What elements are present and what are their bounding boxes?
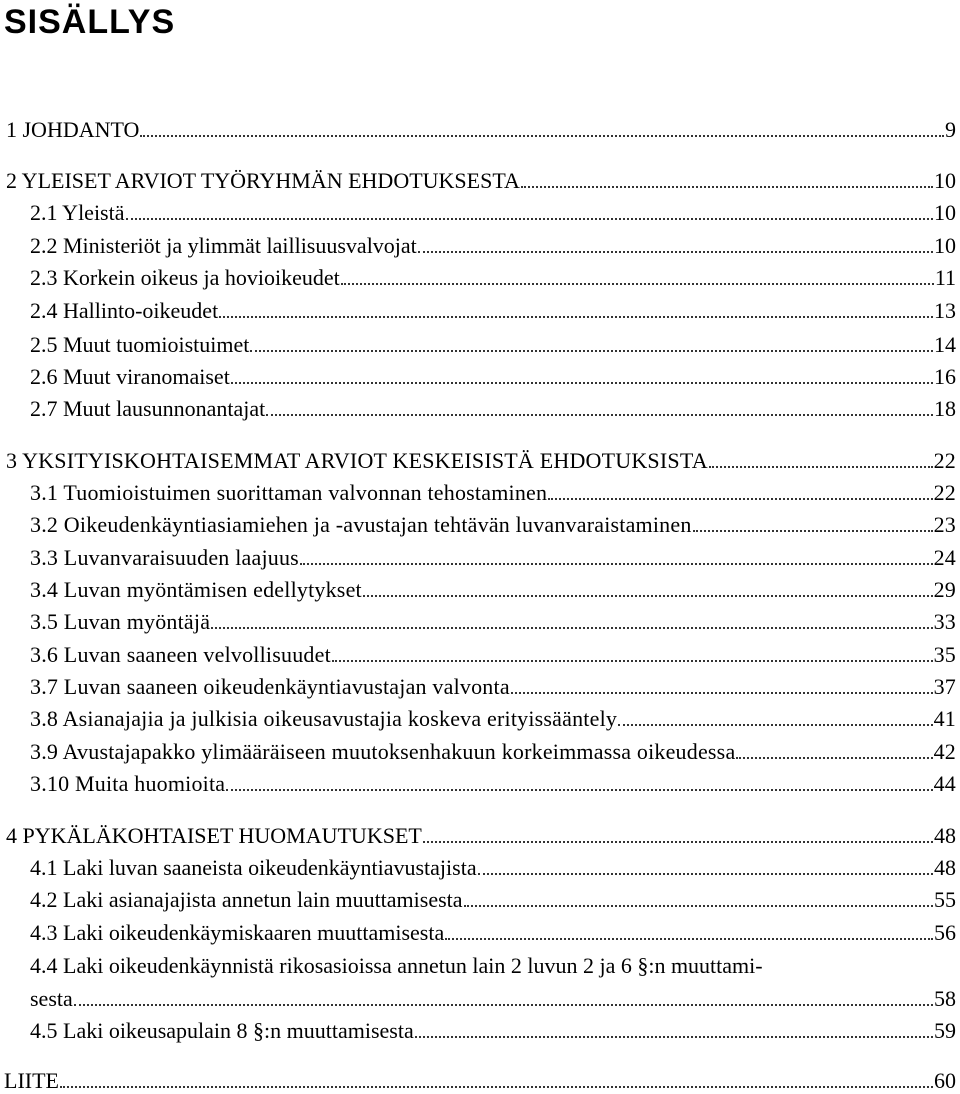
toc-leader-dots xyxy=(418,250,933,253)
toc-leader-dots xyxy=(211,626,932,629)
toc-entry-text: LIITE xyxy=(4,1068,59,1093)
toc-leader-dots xyxy=(511,691,933,694)
toc-entry-text: 3.9 Avustajapakko ylimääräiseen muutoksenhakuun korkeimmassa oikeudessa xyxy=(30,739,736,764)
toc-entry-4-4[interactable]: 4.4 Laki oikeudenkäynnistä rikosasioissa annetun lain 2 luvun 2 ja 6 §:n muuttami- xyxy=(30,953,763,978)
toc-leader-dots xyxy=(548,497,932,500)
toc-entry-3-7[interactable] xyxy=(0,674,960,700)
toc-entry-text: sesta xyxy=(30,986,73,1011)
toc-entry-text: 2.1 Yleistä xyxy=(30,200,125,225)
toc-leader-dots xyxy=(126,217,934,220)
toc-entry-text: 3.5 Luvan myöntäjä xyxy=(30,609,211,634)
toc-entry-text: 4.3 Laki oikeudenkäymiskaaren muuttamisesta xyxy=(30,920,445,945)
toc-page-number: 16 xyxy=(934,364,956,389)
toc-entry-3-10[interactable] xyxy=(0,771,960,797)
toc-leader-dots xyxy=(736,756,932,759)
toc-leader-dots xyxy=(415,1035,933,1038)
toc-leader-dots xyxy=(445,937,933,940)
toc-page-number: 22 xyxy=(933,480,956,505)
toc-leader-dots xyxy=(521,185,933,188)
toc-page-number: 29 xyxy=(933,577,956,602)
toc-page-number: 33 xyxy=(933,609,956,634)
toc-leader-dots xyxy=(423,840,933,843)
toc-entry-text: 3.6 Luvan saaneen velvollisuudet xyxy=(30,642,331,667)
toc-page-number: 41 xyxy=(933,706,956,731)
toc-entry-text: 3.8 Asianajajia ja julkisia oikeusavustajia koskeva erityissääntely xyxy=(30,706,618,731)
toc-entry-2-5[interactable] xyxy=(0,332,960,358)
toc-page-number: 59 xyxy=(934,1018,956,1043)
toc-leader-dots xyxy=(478,872,933,875)
toc-entry-4-5[interactable] xyxy=(0,1018,960,1044)
toc-entry-2-6[interactable] xyxy=(0,364,960,390)
toc-entry-3-1[interactable] xyxy=(0,480,960,506)
toc-leader-dots xyxy=(618,723,933,726)
toc-page-number: 10 xyxy=(934,168,956,193)
toc-leader-dots xyxy=(74,1003,933,1006)
toc-page-number: 13 xyxy=(934,298,956,323)
toc-entry-text: 1 JOHDANTO xyxy=(6,117,140,142)
toc-entry-text: 3.4 Luvan myöntämisen edellytykset xyxy=(30,577,362,602)
toc-entry-3-6[interactable] xyxy=(0,642,960,668)
toc-entry-text: 2.5 Muut tuomioistuimet xyxy=(30,332,250,357)
toc-leader-dots xyxy=(332,659,933,662)
toc-page-number: 14 xyxy=(934,332,956,357)
toc-entry-4-4-continuation[interactable] xyxy=(0,986,960,1012)
toc-entry-3-2[interactable] xyxy=(0,512,960,538)
toc-entry-text: 3.1 Tuomioistuimen suorittaman valvonnan tehostaminen xyxy=(30,480,548,505)
toc-entry-text: 2.7 Muut lausunnonantajat xyxy=(30,396,266,421)
toc-leader-dots xyxy=(693,529,933,532)
toc-leader-dots xyxy=(60,1085,933,1088)
toc-entry-text: 3.10 Muita huomioita xyxy=(30,771,226,796)
toc-entry-3-3[interactable] xyxy=(0,545,960,571)
toc-entry-3-8[interactable] xyxy=(0,706,960,732)
toc-page-number: 42 xyxy=(933,739,956,764)
toc-entry-section-4[interactable] xyxy=(0,823,960,849)
toc-leader-dots xyxy=(709,465,933,468)
toc-entry-3-5[interactable] xyxy=(0,609,960,635)
toc-page-number: 48 xyxy=(934,823,956,848)
toc-entry-2-7[interactable] xyxy=(0,396,960,422)
toc-page-number: 48 xyxy=(934,855,956,880)
toc-page-number: 56 xyxy=(934,920,956,945)
toc-entry-2-2[interactable] xyxy=(0,233,960,259)
toc-page-number: 58 xyxy=(934,986,956,1011)
toc-page-number: 37 xyxy=(933,674,956,699)
page-title: SISÄLLYS xyxy=(4,3,176,41)
toc-leader-dots xyxy=(226,788,932,791)
toc-entry-text: 4.1 Laki luvan saaneista oikeudenkäyntiavustajista xyxy=(30,855,477,880)
toc-entry-3-4[interactable] xyxy=(0,577,960,603)
toc-page-number: 22 xyxy=(933,448,956,473)
toc-page-number: 35 xyxy=(933,642,956,667)
toc-entry-4-1[interactable] xyxy=(0,855,960,881)
toc-page-number: 55 xyxy=(934,887,956,912)
toc-page-number: 24 xyxy=(933,545,956,570)
toc-entry-text: 4.5 Laki oikeusapulain 8 §:n muuttamisesta xyxy=(30,1018,414,1043)
toc-entry-text: 2.4 Hallinto-oikeudet xyxy=(30,298,219,323)
toc-leader-dots xyxy=(231,381,933,384)
toc-entry-section-2[interactable] xyxy=(0,168,960,194)
toc-leader-dots xyxy=(219,315,933,318)
toc-entry-2-3[interactable] xyxy=(0,265,960,291)
toc-entry-text: 2.6 Muut viranomaiset xyxy=(30,364,230,389)
toc-page-number: 23 xyxy=(933,512,956,537)
toc-entry-text: 3 YKSITYISKOHTAISEMMAT ARVIOT KESKEISISTÄ EHDOTUKSISTA xyxy=(6,448,708,473)
toc-leader-dots xyxy=(250,349,933,352)
toc-entry-text: 2 YLEISET ARVIOT TYÖRYHMÄN EHDOTUKSESTA xyxy=(6,168,520,193)
toc-leader-dots xyxy=(300,562,933,565)
toc-entry-liite[interactable] xyxy=(0,1068,960,1094)
toc-page-number: 10 xyxy=(934,233,956,258)
toc-leader-dots xyxy=(341,282,934,285)
toc-entry-2-4[interactable] xyxy=(0,298,960,324)
toc-entry-section-3[interactable] xyxy=(0,448,960,474)
toc-entry-text: 4 PYKÄLÄKOHTAISET HUOMAUTUKSET xyxy=(6,823,422,848)
toc-entry-text: 2.2 Ministeriöt ja ylimmät laillisuusvalvojat xyxy=(30,233,417,258)
toc-entry-text: 3.7 Luvan saaneen oikeudenkäyntiavustajan valvonta xyxy=(30,674,510,699)
toc-entry-text: 3.3 Luvanvaraisuuden laajuus xyxy=(30,545,299,570)
toc-entry-4-3[interactable] xyxy=(0,920,960,946)
toc-page-number: 11 xyxy=(934,265,956,290)
toc-entry-3-9[interactable] xyxy=(0,739,960,765)
toc-leader-dots xyxy=(363,594,933,597)
toc-page-number: 18 xyxy=(934,396,956,421)
toc-entry-text: 3.2 Oikeudenkäyntiasiamiehen ja -avustajan tehtävän luvanvaraistaminen xyxy=(30,512,692,537)
toc-entry-johdanto[interactable] xyxy=(0,117,960,143)
toc-entry-2-1[interactable] xyxy=(0,200,960,226)
toc-page-number: 60 xyxy=(934,1068,956,1093)
toc-leader-dots xyxy=(140,134,944,137)
toc-page-number: 10 xyxy=(934,200,956,225)
toc-page-number: 9 xyxy=(945,117,956,142)
toc-leader-dots xyxy=(266,413,933,416)
toc-entry-text: 4.2 Laki asianajajista annetun lain muuttamisesta xyxy=(30,887,463,912)
toc-leader-dots xyxy=(464,904,933,907)
toc-entry-4-2[interactable] xyxy=(0,887,960,913)
toc-entry-text: 2.3 Korkein oikeus ja hovioikeudet xyxy=(30,265,340,290)
toc-page-number: 44 xyxy=(933,771,956,796)
